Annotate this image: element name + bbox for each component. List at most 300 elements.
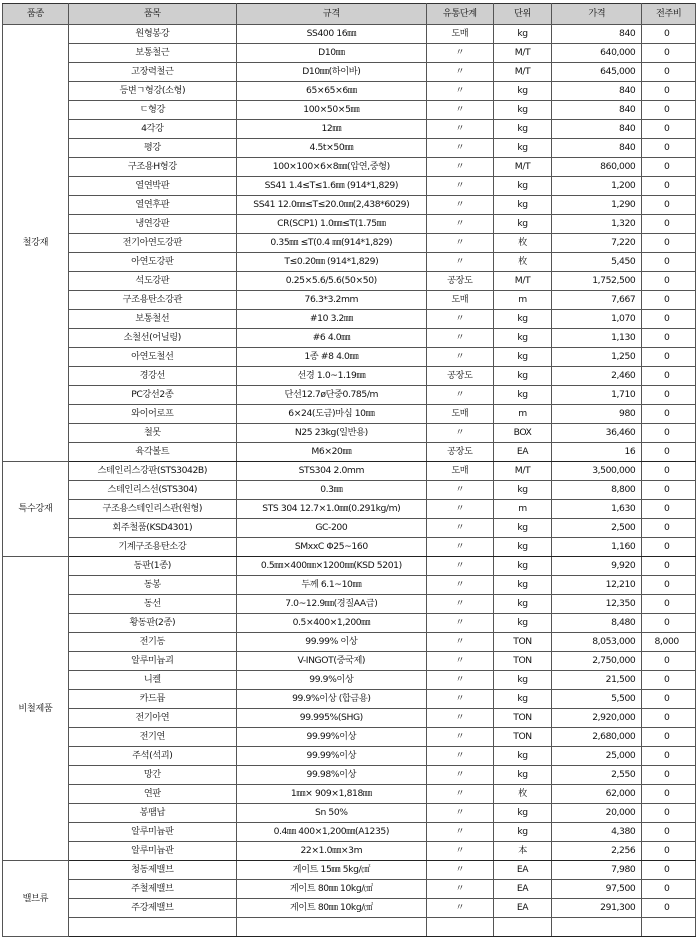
distribution-cell: [426, 918, 493, 937]
price-cell: 2,500: [552, 519, 642, 538]
price-cell: 25,000: [552, 747, 642, 766]
spec-cell: 게이트 80㎜ 10kg/㎠: [236, 880, 426, 899]
price-cell: 5,500: [552, 690, 642, 709]
weekly-change-cell: 0: [642, 462, 696, 481]
table-row: [3, 633, 696, 652]
table-row: [3, 120, 696, 139]
item-cell: 스테인리스선(STS304): [68, 481, 236, 500]
unit-cell: kg: [493, 823, 551, 842]
unit-cell: kg: [493, 481, 551, 500]
price-cell: 840: [552, 82, 642, 101]
spec-cell: [236, 918, 426, 937]
item-cell: 카드뮴: [68, 690, 236, 709]
price-cell: 3,500,000: [552, 462, 642, 481]
spec-cell: 100×50×5㎜: [236, 101, 426, 120]
distribution-cell: 〃: [426, 842, 493, 861]
spec-cell: 1종 #8 4.0㎜: [236, 348, 426, 367]
weekly-change-cell: 0: [642, 25, 696, 44]
price-cell: 291,300: [552, 899, 642, 918]
table-row: [3, 443, 696, 462]
item-cell: 니켈: [68, 671, 236, 690]
distribution-cell: 〃: [426, 310, 493, 329]
unit-cell: EA: [493, 443, 551, 462]
price-cell: 840: [552, 120, 642, 139]
distribution-cell: 〃: [426, 63, 493, 82]
category-cell: 밸브류: [3, 861, 69, 937]
table-row: [3, 766, 696, 785]
weekly-change-cell: 0: [642, 804, 696, 823]
spec-cell: #10 3.2㎜: [236, 310, 426, 329]
price-cell: 36,460: [552, 424, 642, 443]
item-cell: 전기동: [68, 633, 236, 652]
unit-cell: TON: [493, 709, 551, 728]
item-cell: 등변ㄱ형강(소형): [68, 82, 236, 101]
spec-cell: 99.995%(SHG): [236, 709, 426, 728]
unit-cell: M/T: [493, 63, 551, 82]
table-row: [3, 348, 696, 367]
unit-cell: M/T: [493, 462, 551, 481]
distribution-cell: 〃: [426, 576, 493, 595]
unit-cell: kg: [493, 215, 551, 234]
weekly-change-cell: 0: [642, 158, 696, 177]
item-cell: 고장력철근: [68, 63, 236, 82]
weekly-change-cell: 0: [642, 424, 696, 443]
unit-cell: kg: [493, 101, 551, 120]
price-cell: 2,460: [552, 367, 642, 386]
table-row: [3, 196, 696, 215]
table-body: [3, 25, 696, 937]
weekly-change-cell: 0: [642, 747, 696, 766]
distribution-cell: 〃: [426, 747, 493, 766]
price-cell: 7,980: [552, 861, 642, 880]
unit-cell: kg: [493, 576, 551, 595]
weekly-change-cell: 0: [642, 519, 696, 538]
unit-cell: kg: [493, 120, 551, 139]
item-cell: 알루미늄판: [68, 823, 236, 842]
weekly-change-cell: 8,000: [642, 633, 696, 652]
header-category: 품종: [3, 4, 69, 25]
weekly-change-cell: 0: [642, 785, 696, 804]
unit-cell: kg: [493, 386, 551, 405]
price-cell: 1,710: [552, 386, 642, 405]
distribution-cell: 〃: [426, 196, 493, 215]
spec-cell: D10㎜(하이바): [236, 63, 426, 82]
price-cell: 1,160: [552, 538, 642, 557]
table-row: [3, 899, 696, 918]
distribution-cell: 〃: [426, 557, 493, 576]
spec-cell: 0.5㎜×400㎜×1200㎜(KSD 5201): [236, 557, 426, 576]
weekly-change-cell: 0: [642, 291, 696, 310]
price-cell: 12,350: [552, 595, 642, 614]
spec-cell: 7.0~12.9㎜(경질AA급): [236, 595, 426, 614]
distribution-cell: 〃: [426, 215, 493, 234]
item-cell: 구조용스테인리스관(원형): [68, 500, 236, 519]
spec-cell: 100×100×6×8㎜(압연,중형): [236, 158, 426, 177]
item-cell: 청동제밸브: [68, 861, 236, 880]
item-cell: 원형봉강: [68, 25, 236, 44]
weekly-change-cell: 0: [642, 823, 696, 842]
distribution-cell: 〃: [426, 82, 493, 101]
weekly-change-cell: 0: [642, 557, 696, 576]
price-cell: 2,550: [552, 766, 642, 785]
distribution-cell: 〃: [426, 614, 493, 633]
spec-cell: SS400 16㎜: [236, 25, 426, 44]
distribution-cell: 〃: [426, 766, 493, 785]
spec-cell: V-INGOT(중국제): [236, 652, 426, 671]
table-row: [3, 728, 696, 747]
item-cell: ㄷ형강: [68, 101, 236, 120]
table-row: [3, 519, 696, 538]
item-cell: 소철선(어닐링): [68, 329, 236, 348]
spec-cell: 0.35㎜ ≤T(0.4 ㎜(914*1,829): [236, 234, 426, 253]
item-cell: 냉연강판: [68, 215, 236, 234]
item-cell: 평강: [68, 139, 236, 158]
distribution-cell: 〃: [426, 690, 493, 709]
table-row: [3, 880, 696, 899]
weekly-change-cell: 0: [642, 386, 696, 405]
category-cell: 특수강재: [3, 462, 69, 557]
spec-cell: GC-200: [236, 519, 426, 538]
spec-cell: 0.3㎜: [236, 481, 426, 500]
distribution-cell: 〃: [426, 139, 493, 158]
weekly-change-cell: [642, 918, 696, 937]
spec-cell: N25 23kg(일반용): [236, 424, 426, 443]
distribution-cell: 〃: [426, 329, 493, 348]
table-row: [3, 25, 696, 44]
item-cell: 알루미늄관: [68, 842, 236, 861]
table-row: [3, 861, 696, 880]
table-row: [3, 918, 696, 937]
price-cell: 21,500: [552, 671, 642, 690]
price-cell: 1,200: [552, 177, 642, 196]
spec-cell: SS41 1.4≤T≤1.6㎜ (914*1,829): [236, 177, 426, 196]
unit-cell: EA: [493, 880, 551, 899]
price-cell: 1,290: [552, 196, 642, 215]
weekly-change-cell: 0: [642, 196, 696, 215]
price-cell: 4,380: [552, 823, 642, 842]
distribution-cell: 공장도: [426, 367, 493, 386]
weekly-change-cell: 0: [642, 63, 696, 82]
weekly-change-cell: 0: [642, 842, 696, 861]
spec-cell: STS 304 12.7×1.0㎜(0.291kg/m): [236, 500, 426, 519]
price-cell: 1,250: [552, 348, 642, 367]
price-cell: 20,000: [552, 804, 642, 823]
table-row: [3, 386, 696, 405]
unit-cell: 本: [493, 842, 551, 861]
price-cell: 645,000: [552, 63, 642, 82]
table-row: [3, 215, 696, 234]
spec-cell: 0.5×400×1,200㎜: [236, 614, 426, 633]
distribution-cell: 공장도: [426, 272, 493, 291]
price-cell: 860,000: [552, 158, 642, 177]
price-cell: 1,070: [552, 310, 642, 329]
table-row: [3, 557, 696, 576]
unit-cell: kg: [493, 310, 551, 329]
weekly-change-cell: 0: [642, 215, 696, 234]
weekly-change-cell: 0: [642, 443, 696, 462]
item-cell: 기계구조용탄소강: [68, 538, 236, 557]
weekly-change-cell: 0: [642, 709, 696, 728]
unit-cell: TON: [493, 728, 551, 747]
price-cell: 16: [552, 443, 642, 462]
unit-cell: BOX: [493, 424, 551, 443]
distribution-cell: 〃: [426, 500, 493, 519]
item-cell: 동판(1종): [68, 557, 236, 576]
item-cell: 전기연: [68, 728, 236, 747]
weekly-change-cell: 0: [642, 405, 696, 424]
unit-cell: kg: [493, 614, 551, 633]
item-cell: 스테인리스강판(STS3042B): [68, 462, 236, 481]
unit-cell: M/T: [493, 272, 551, 291]
table-row: [3, 576, 696, 595]
price-cell: 2,750,000: [552, 652, 642, 671]
spec-cell: 99.99%이상: [236, 747, 426, 766]
price-cell: 1,130: [552, 329, 642, 348]
item-cell: 봉땜납: [68, 804, 236, 823]
spec-cell: M6×20㎜: [236, 443, 426, 462]
spec-cell: D10㎜: [236, 44, 426, 63]
distribution-cell: 〃: [426, 880, 493, 899]
price-cell: 1,630: [552, 500, 642, 519]
table-row: [3, 63, 696, 82]
item-cell: 전기아연도강판: [68, 234, 236, 253]
price-cell: 8,053,000: [552, 633, 642, 652]
spec-cell: SS41 12.0㎜≤T≤20.0㎜(2,438*6029): [236, 196, 426, 215]
spec-cell: 99.98%이상: [236, 766, 426, 785]
item-cell: 보통철근: [68, 44, 236, 63]
unit-cell: kg: [493, 348, 551, 367]
weekly-change-cell: 0: [642, 101, 696, 120]
distribution-cell: 〃: [426, 386, 493, 405]
weekly-change-cell: 0: [642, 272, 696, 291]
table-row: [3, 158, 696, 177]
weekly-change-cell: 0: [642, 576, 696, 595]
unit-cell: 枚: [493, 253, 551, 272]
weekly-change-cell: 0: [642, 348, 696, 367]
distribution-cell: 〃: [426, 671, 493, 690]
item-cell: [68, 918, 236, 937]
distribution-cell: 〃: [426, 728, 493, 747]
price-cell: 640,000: [552, 44, 642, 63]
item-cell: 주석(석괴): [68, 747, 236, 766]
unit-cell: kg: [493, 690, 551, 709]
item-cell: 전기아연: [68, 709, 236, 728]
item-cell: 보통철선: [68, 310, 236, 329]
weekly-change-cell: 0: [642, 44, 696, 63]
distribution-cell: 〃: [426, 823, 493, 842]
item-cell: 구조용H형강: [68, 158, 236, 177]
price-cell: 1,320: [552, 215, 642, 234]
table-row: [3, 405, 696, 424]
table-row: [3, 842, 696, 861]
spec-cell: 22×1.0㎜×3m: [236, 842, 426, 861]
distribution-cell: 〃: [426, 804, 493, 823]
table-row: [3, 500, 696, 519]
price-cell: 97,500: [552, 880, 642, 899]
distribution-cell: 〃: [426, 861, 493, 880]
price-cell: 8,800: [552, 481, 642, 500]
distribution-cell: 〃: [426, 44, 493, 63]
table-row: [3, 44, 696, 63]
spec-cell: CR(SCP1) 1.0㎜≤T(1.75㎜: [236, 215, 426, 234]
table-row: [3, 139, 696, 158]
price-cell: 1,752,500: [552, 272, 642, 291]
header-price: 가격: [552, 4, 642, 25]
item-cell: 동봉: [68, 576, 236, 595]
header-distribution: 유통단계: [426, 4, 493, 25]
category-cell: 철강재: [3, 25, 69, 462]
table-row: [3, 329, 696, 348]
spec-cell: 76.3*3.2mm: [236, 291, 426, 310]
distribution-cell: 〃: [426, 120, 493, 139]
table-row: [3, 234, 696, 253]
spec-cell: #6 4.0㎜: [236, 329, 426, 348]
spec-cell: 0.25×5.6/5.6(50×50): [236, 272, 426, 291]
distribution-cell: 〃: [426, 633, 493, 652]
table-row: [3, 595, 696, 614]
weekly-change-cell: 0: [642, 82, 696, 101]
category-cell: 비철제품: [3, 557, 69, 861]
spec-cell: 99.9%이상 (합금용): [236, 690, 426, 709]
item-cell: 회주철품(KSD4301): [68, 519, 236, 538]
table-row: [3, 367, 696, 386]
table-row: [3, 101, 696, 120]
distribution-cell: 〃: [426, 899, 493, 918]
price-cell: 840: [552, 25, 642, 44]
price-cell: 7,667: [552, 291, 642, 310]
price-cell: 9,920: [552, 557, 642, 576]
table-row: [3, 652, 696, 671]
item-cell: 주철제밸브: [68, 880, 236, 899]
price-cell: 2,256: [552, 842, 642, 861]
weekly-change-cell: 0: [642, 671, 696, 690]
unit-cell: M/T: [493, 158, 551, 177]
spec-cell: 단선12.7ø단중0.785/m: [236, 386, 426, 405]
item-cell: 경강선: [68, 367, 236, 386]
item-cell: 육각볼트: [68, 443, 236, 462]
unit-cell: kg: [493, 538, 551, 557]
distribution-cell: 〃: [426, 652, 493, 671]
weekly-change-cell: 0: [642, 766, 696, 785]
unit-cell: kg: [493, 25, 551, 44]
unit-cell: TON: [493, 633, 551, 652]
spec-cell: 99.9%이상: [236, 671, 426, 690]
table-row: [3, 709, 696, 728]
table-row: [3, 272, 696, 291]
distribution-cell: 도매: [426, 405, 493, 424]
distribution-cell: 〃: [426, 519, 493, 538]
spec-cell: 4.5t×50㎜: [236, 139, 426, 158]
distribution-cell: 〃: [426, 595, 493, 614]
distribution-cell: 〃: [426, 785, 493, 804]
table-row: [3, 82, 696, 101]
spec-cell: T≤0.20㎜ (914*1,829): [236, 253, 426, 272]
header-spec: 규격: [236, 4, 426, 25]
item-cell: 아연도강판: [68, 253, 236, 272]
unit-cell: 枚: [493, 234, 551, 253]
price-cell: 7,220: [552, 234, 642, 253]
table-row: [3, 177, 696, 196]
distribution-cell: 공장도: [426, 443, 493, 462]
distribution-cell: 도매: [426, 291, 493, 310]
spec-cell: 99.99%이상: [236, 728, 426, 747]
table-row: [3, 823, 696, 842]
table-row: [3, 690, 696, 709]
item-cell: 연판: [68, 785, 236, 804]
price-table: [2, 3, 696, 937]
unit-cell: EA: [493, 899, 551, 918]
header-item: 품목: [68, 4, 236, 25]
spec-cell: 1㎜× 909×1,818㎜: [236, 785, 426, 804]
weekly-change-cell: 0: [642, 234, 696, 253]
weekly-change-cell: 0: [642, 120, 696, 139]
weekly-change-cell: 0: [642, 481, 696, 500]
item-cell: 구조용탄소강관: [68, 291, 236, 310]
weekly-change-cell: 0: [642, 538, 696, 557]
table-row: [3, 310, 696, 329]
distribution-cell: 〃: [426, 538, 493, 557]
price-cell: 12,210: [552, 576, 642, 595]
item-cell: 동선: [68, 595, 236, 614]
spec-cell: 두께 6.1~10㎜: [236, 576, 426, 595]
price-cell: 2,920,000: [552, 709, 642, 728]
weekly-change-cell: 0: [642, 614, 696, 633]
unit-cell: kg: [493, 139, 551, 158]
unit-cell: kg: [493, 747, 551, 766]
distribution-cell: 도매: [426, 462, 493, 481]
table-row: [3, 804, 696, 823]
item-cell: 황동판(2종): [68, 614, 236, 633]
unit-cell: kg: [493, 329, 551, 348]
table-row: [3, 481, 696, 500]
unit-cell: kg: [493, 671, 551, 690]
table-header-row: [3, 4, 696, 25]
weekly-change-cell: 0: [642, 899, 696, 918]
unit-cell: kg: [493, 804, 551, 823]
unit-cell: kg: [493, 557, 551, 576]
distribution-cell: 〃: [426, 101, 493, 120]
unit-cell: kg: [493, 82, 551, 101]
item-cell: 아연도철선: [68, 348, 236, 367]
unit-cell: kg: [493, 177, 551, 196]
price-cell: [552, 918, 642, 937]
spec-cell: Sn 50%: [236, 804, 426, 823]
distribution-cell: 〃: [426, 234, 493, 253]
table-row: [3, 462, 696, 481]
distribution-cell: 도매: [426, 25, 493, 44]
item-cell: 주강제밸브: [68, 899, 236, 918]
weekly-change-cell: 0: [642, 253, 696, 272]
unit-cell: kg: [493, 519, 551, 538]
table-row: [3, 291, 696, 310]
price-cell: 8,480: [552, 614, 642, 633]
item-cell: 석도강판: [68, 272, 236, 291]
spec-cell: 0.4㎜ 400×1,200㎜(A1235): [236, 823, 426, 842]
unit-cell: kg: [493, 196, 551, 215]
item-cell: 알루미늄괴: [68, 652, 236, 671]
weekly-change-cell: 0: [642, 728, 696, 747]
unit-cell: M/T: [493, 44, 551, 63]
distribution-cell: 〃: [426, 348, 493, 367]
spec-cell: 6×24(도금)마심 10㎜: [236, 405, 426, 424]
weekly-change-cell: 0: [642, 595, 696, 614]
spec-cell: 12㎜: [236, 120, 426, 139]
distribution-cell: 〃: [426, 424, 493, 443]
weekly-change-cell: 0: [642, 329, 696, 348]
item-cell: PC강선2종: [68, 386, 236, 405]
unit-cell: kg: [493, 595, 551, 614]
item-cell: 철못: [68, 424, 236, 443]
